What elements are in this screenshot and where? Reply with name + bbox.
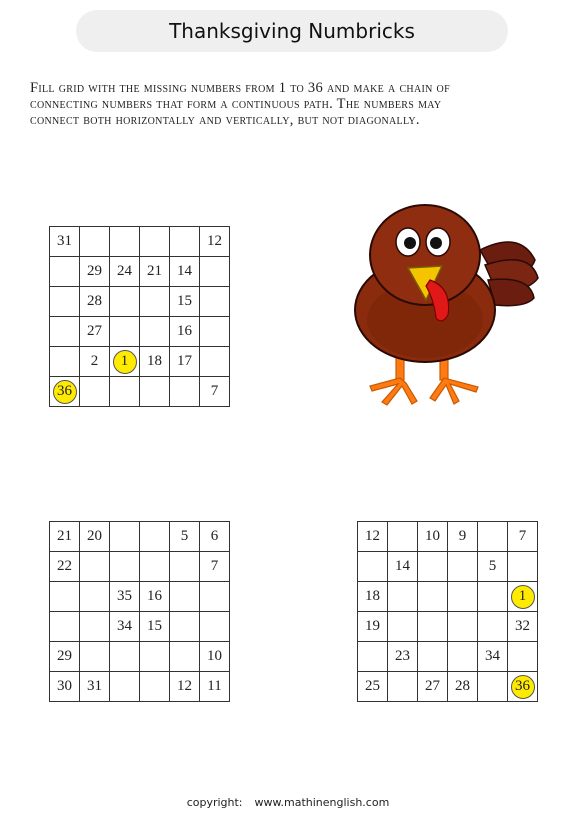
grid-cell[interactable]: 16 <box>140 582 170 612</box>
grid-cell[interactable] <box>358 642 388 672</box>
grid-cell[interactable] <box>418 612 448 642</box>
copyright-label: copyright: <box>186 796 243 809</box>
grid-cell[interactable]: 29 <box>80 257 110 287</box>
grid-cell[interactable] <box>140 552 170 582</box>
instruction-line: connecting numbers that form a continuous path. The numbers may <box>30 96 442 112</box>
grid-cell[interactable] <box>80 612 110 642</box>
grid-cell[interactable] <box>50 257 80 287</box>
grid-cell[interactable] <box>140 642 170 672</box>
grid-cell[interactable] <box>170 377 200 407</box>
grid-cell[interactable] <box>110 672 140 702</box>
highlighted-number: 36 <box>511 675 535 699</box>
grid-cell[interactable] <box>50 612 80 642</box>
grid-cell[interactable]: 23 <box>388 642 418 672</box>
grid-cell[interactable] <box>200 317 230 347</box>
grid-cell[interactable] <box>110 552 140 582</box>
instruction-line: connect both horizontally and vertically, but not diagonally. <box>30 112 420 128</box>
grid-cell[interactable] <box>80 582 110 612</box>
instructions <box>30 80 550 128</box>
grid-cell[interactable] <box>508 642 538 672</box>
grid-cell[interactable]: 27 <box>418 672 448 702</box>
grid-cell[interactable] <box>140 377 170 407</box>
copyright-footer <box>0 796 576 809</box>
grid-cell[interactable] <box>508 552 538 582</box>
grid-cell[interactable]: 19 <box>358 612 388 642</box>
grid-cell[interactable]: 14 <box>170 257 200 287</box>
puzzle-grid-1 <box>49 226 230 407</box>
grid-cell[interactable] <box>418 582 448 612</box>
grid-cell[interactable]: 28 <box>80 287 110 317</box>
grid-cell[interactable] <box>418 552 448 582</box>
grid-cell[interactable] <box>508 672 538 702</box>
grid-cell[interactable] <box>388 612 418 642</box>
grid-cell[interactable] <box>140 287 170 317</box>
grid-cell[interactable]: 20 <box>80 522 110 552</box>
grid-cell[interactable]: 31 <box>50 227 80 257</box>
grid-cell[interactable] <box>110 347 140 377</box>
grid-cell[interactable]: 30 <box>50 672 80 702</box>
grid-cell[interactable]: 21 <box>50 522 80 552</box>
grid-cell[interactable]: 21 <box>140 257 170 287</box>
grid-cell[interactable] <box>388 522 418 552</box>
highlighted-number: 1 <box>113 350 137 374</box>
highlighted-number: 1 <box>511 585 535 609</box>
highlighted-number: 36 <box>53 380 77 404</box>
grid-cell[interactable] <box>80 377 110 407</box>
grid-cell[interactable]: 17 <box>170 347 200 377</box>
grid-cell[interactable] <box>140 672 170 702</box>
grid-cell[interactable]: 27 <box>80 317 110 347</box>
grid-cell[interactable]: 5 <box>478 552 508 582</box>
grid-cell[interactable] <box>478 522 508 552</box>
grid-cell[interactable]: 34 <box>478 642 508 672</box>
grid-cell[interactable] <box>50 317 80 347</box>
grid-cell[interactable]: 35 <box>110 582 140 612</box>
grid-cell[interactable] <box>140 227 170 257</box>
grid-cell[interactable]: 9 <box>448 522 478 552</box>
grid-cell[interactable]: 29 <box>50 642 80 672</box>
grid-cell[interactable] <box>418 642 448 672</box>
grid-cell[interactable] <box>388 672 418 702</box>
grid-cell[interactable] <box>80 642 110 672</box>
grid-cell[interactable] <box>358 552 388 582</box>
grid-cell[interactable] <box>110 642 140 672</box>
grid-cell[interactable] <box>170 642 200 672</box>
grid-cell[interactable]: 31 <box>80 672 110 702</box>
grid-cell[interactable] <box>110 377 140 407</box>
grid-cell[interactable]: 18 <box>140 347 170 377</box>
grid-cell[interactable]: 18 <box>358 582 388 612</box>
grid-cell[interactable]: 15 <box>140 612 170 642</box>
grid-cell[interactable]: 32 <box>508 612 538 642</box>
grid-cell[interactable]: 22 <box>50 552 80 582</box>
grid-cell[interactable]: 16 <box>170 317 200 347</box>
grid-cell[interactable]: 34 <box>110 612 140 642</box>
grid-cell[interactable] <box>200 347 230 377</box>
grid-cell[interactable]: 10 <box>200 642 230 672</box>
grid-cell[interactable] <box>478 582 508 612</box>
grid-cell[interactable] <box>478 612 508 642</box>
grid-cell[interactable] <box>200 612 230 642</box>
puzzle-grid-2 <box>49 521 230 702</box>
grid-cell[interactable] <box>50 582 80 612</box>
grid-cell[interactable] <box>140 317 170 347</box>
grid-cell[interactable] <box>448 642 478 672</box>
grid-cell[interactable] <box>388 582 418 612</box>
grid-cell[interactable]: 25 <box>358 672 388 702</box>
grid-cell[interactable]: 12 <box>170 672 200 702</box>
grid-cell[interactable]: 11 <box>200 672 230 702</box>
grid-cell[interactable] <box>200 287 230 317</box>
grid-cell[interactable] <box>110 317 140 347</box>
grid-cell[interactable] <box>110 522 140 552</box>
grid-cell[interactable]: 7 <box>200 552 230 582</box>
grid-cell[interactable]: 10 <box>418 522 448 552</box>
copyright-site: www.mathinenglish.com <box>254 796 390 809</box>
grid-cell[interactable] <box>80 227 110 257</box>
grid-cell[interactable] <box>170 227 200 257</box>
grid-cell[interactable] <box>110 287 140 317</box>
grid-cell[interactable] <box>478 672 508 702</box>
grid-cell[interactable]: 15 <box>170 287 200 317</box>
grid-cell[interactable]: 12 <box>358 522 388 552</box>
grid-cell[interactable] <box>200 582 230 612</box>
grid-cell[interactable] <box>200 257 230 287</box>
grid-cell[interactable] <box>170 612 200 642</box>
turkey-illustration <box>330 190 550 420</box>
grid-cell[interactable] <box>80 552 110 582</box>
grid-cell[interactable]: 7 <box>508 522 538 552</box>
grid-cell[interactable]: 2 <box>80 347 110 377</box>
grid-cell[interactable] <box>50 287 80 317</box>
grid-cell[interactable]: 6 <box>200 522 230 552</box>
grid-cell[interactable] <box>170 582 200 612</box>
grid-cell[interactable] <box>448 612 478 642</box>
grid-cell[interactable]: 5 <box>170 522 200 552</box>
grid-cell[interactable]: 24 <box>110 257 140 287</box>
grid-cell[interactable] <box>50 377 80 407</box>
grid-cell[interactable]: 14 <box>388 552 418 582</box>
instruction-line: Fill grid with the missing numbers from 1 to 36 and make a chain of <box>30 80 450 96</box>
grid-cell[interactable]: 12 <box>200 227 230 257</box>
grid-cell[interactable] <box>448 582 478 612</box>
grid-cell[interactable] <box>508 582 538 612</box>
title-banner <box>76 10 508 52</box>
grid-cell[interactable] <box>448 552 478 582</box>
grid-cell[interactable]: 28 <box>448 672 478 702</box>
grid-cell[interactable] <box>140 522 170 552</box>
grid-cell[interactable]: 7 <box>200 377 230 407</box>
grid-cell[interactable] <box>110 227 140 257</box>
grid-cell[interactable] <box>50 347 80 377</box>
puzzle-grid-3 <box>357 521 538 702</box>
page-title: Thanksgiving Numbricks <box>169 19 415 43</box>
grid-cell[interactable] <box>170 552 200 582</box>
